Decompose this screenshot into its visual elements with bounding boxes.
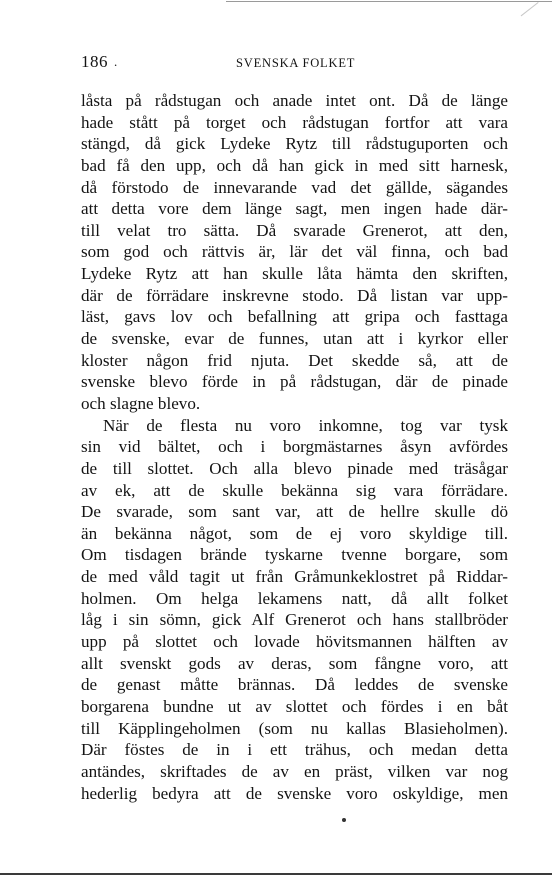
text-line: där de förrädare inskrevne stodo. Då listan var upp- bbox=[81, 285, 508, 305]
page-top-edge bbox=[226, 1, 552, 2]
text-line: kloster någon frid njuta. Det skedde så, att de bbox=[81, 350, 508, 370]
text-line: låg i sin sömn, gick Alf Grenerot och hans stallbröder bbox=[81, 610, 508, 630]
text-line: och slagne blevo. bbox=[81, 393, 201, 413]
text-line: Där föstes de in i ett trähus, och medan detta bbox=[81, 740, 508, 760]
text-line: då förstodo de innevarande vad det gällde, sägandes bbox=[81, 177, 508, 197]
text-line: de med våld tagit ut från Gråmunkeklostret på Riddar- bbox=[81, 567, 508, 587]
text-line: allt svenskt gods av deras, som fångne voro, att bbox=[81, 653, 508, 673]
body-text bbox=[81, 90, 508, 804]
text-line: av ek, att de skulle bekänna sig vara förrädare. bbox=[81, 480, 508, 500]
text-line: antändes, skriftades de av en präst, vilken var nog bbox=[81, 761, 508, 781]
text-line: som god och rättvis är, lär det väl finna, och bad bbox=[81, 242, 508, 262]
ink-speck bbox=[342, 818, 346, 822]
running-title: SVENSKA FOLKET bbox=[236, 56, 356, 70]
page-header bbox=[81, 52, 507, 74]
text-line: hade stått på torget och rådstugan fortfor att vara bbox=[81, 112, 508, 132]
text-line: de svenske, evar de funnes, utan att i kyrkor eller bbox=[81, 329, 508, 349]
text-line: de till slottet. Och alla blevo pinade med träsågar bbox=[81, 458, 508, 478]
text-line: De svarade, som sant var, att de hellre skulle dö bbox=[81, 502, 508, 522]
text-line: hederlig bedyra att de svenske voro oskyldige, men bbox=[81, 783, 508, 803]
paragraph-first-line: När de flesta nu voro inkomne, tog var tysk bbox=[103, 415, 508, 435]
text-line: låsta på rådstugan och anade intet ont. Då de länge bbox=[81, 91, 508, 110]
text-line: sin vid bältet, och i borgmästarnes åsyn avfördes bbox=[81, 437, 508, 457]
text-line: stängd, då gick Lydeke Rytz till rådstuguporten och bbox=[81, 134, 508, 154]
text-line: svenske blevo förde in på rådstugan, där de pinade bbox=[81, 372, 508, 392]
text-line: Lydeke Rytz att han skulle låta hämta den skriften, bbox=[81, 264, 508, 284]
text-line: till velat tro sätta. Då svarade Grenerot, att den, bbox=[81, 220, 508, 240]
text-line: upp på slottet och lovade hövitsmannen hälften av bbox=[81, 632, 508, 652]
corner-mark bbox=[521, 2, 539, 16]
text-line: Om tisdagen brände tyskarne tvenne borgare, som bbox=[81, 545, 508, 565]
page-bottom-edge bbox=[0, 873, 552, 875]
text-line: bad få den upp, och då han gick in med sitt harnesk, bbox=[81, 155, 508, 175]
text-line: än bekänna något, som de ej voro skyldige till. bbox=[81, 523, 508, 543]
text-line: att detta vore dem länge sagt, men ingen hade där- bbox=[81, 199, 508, 219]
text-line: till Käpplingeholmen (som nu kallas Blasieholmen). bbox=[81, 718, 508, 738]
text-line: läst, gavs lov och befallning att gripa och fasttaga bbox=[81, 307, 508, 327]
text-line: de genast måtte brännas. Då leddes de svenske bbox=[81, 675, 508, 695]
header-mark: . bbox=[114, 54, 118, 69]
page-number: 186 bbox=[81, 52, 108, 71]
text-line: borgarena bundne ut av slottet och fördes i en båt bbox=[81, 696, 508, 716]
text-line: holmen. Om helga lekamens natt, då allt folket bbox=[81, 588, 508, 608]
